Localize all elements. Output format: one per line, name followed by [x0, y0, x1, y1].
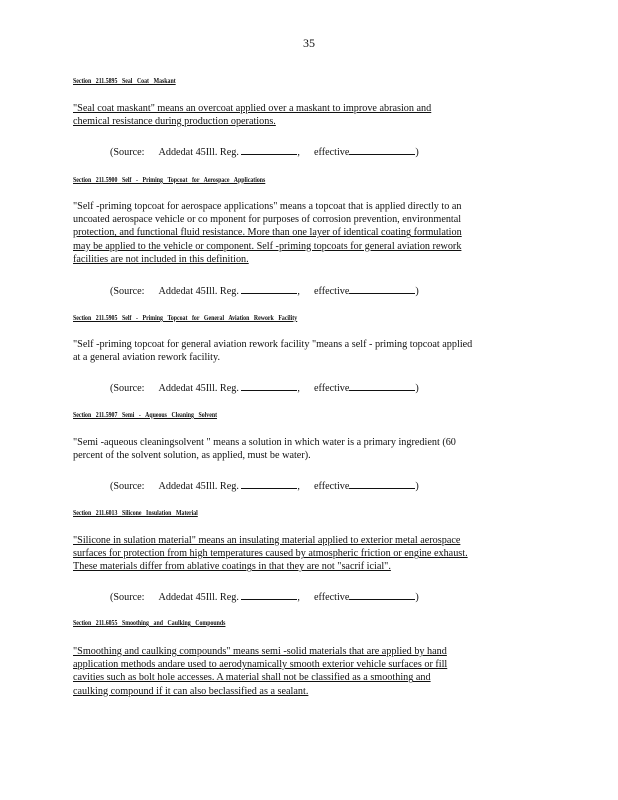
paragraph-line: uncoated aerospace vehicle or co mponent for purposes of corrosion prevention, environmental [73, 214, 462, 226]
section-heading: Section 211.5900 Self - Priming Topcoat for Aerospace Applications [73, 175, 266, 184]
source-line: (Source: Addedat 45Ill. Reg. , effective ) [110, 144, 419, 158]
section-paragraph [73, 436, 533, 462]
source-line: (Source: Addedat 45Ill. Reg. , effective ) [110, 380, 419, 394]
paragraph-line: percent of the solvent solution, as applied, must be water). [73, 450, 311, 462]
paragraph-line: may be applied to the vehicle or component. Self -priming topcoats for general aviation rework [73, 240, 462, 252]
page-number: 35 [303, 36, 315, 50]
paragraph-line: "Self -priming topcoat for general aviation rework facility "means a self - priming topcoat applied [73, 339, 473, 350]
paragraph-line: "Smoothing and caulking compounds" means semi -solid materials that are applied by hand [73, 646, 447, 657]
source-line: (Source: Addedat 45Ill. Reg. , effective ) [110, 589, 419, 603]
paragraph-line: "Semi -aqueous cleaningsolvent " means a solution in which water is a primary ingredient (60 [73, 437, 456, 448]
section-heading: Section 211.6013 Silicone Insulation Material [73, 508, 198, 517]
paragraph-line: protection, and functional fluid resistance. More than one layer of identical coating formulation [73, 227, 462, 239]
paragraph-line: "Silicone in sulation material" means an insulating material applied to exterior metal aerospace [73, 535, 461, 546]
paragraph-line: cavities such as bolt hole accesses. A material shall not be classified as a smoothing and [73, 672, 431, 684]
paragraph-line: "Self -priming topcoat for aerospace applications" means a topcoat that is applied directly to an [73, 201, 462, 212]
paragraph-line: facilities are not included in this definition. [73, 253, 249, 265]
source-line: (Source: Addedat 45Ill. Reg. , effective ) [110, 283, 419, 297]
section-heading: Section 211.5907 Semi - Aqueous Cleaning Solvent [73, 410, 218, 419]
paragraph-line: These materials differ from ablative coatings in that they are not "sacrif icial". [73, 561, 391, 573]
section-heading: Section 211.6055 Smoothing and Caulking Compounds [73, 618, 226, 627]
section-paragraph [73, 338, 533, 364]
section-paragraph [73, 200, 533, 266]
paragraph-line: "Seal coat maskant" means an overcoat applied over a maskant to improve abrasion and [73, 103, 432, 114]
source-line: (Source: Addedat 45Ill. Reg. , effective ) [110, 478, 419, 492]
paragraph-line: caulking compound if it can also beclassified as a sealant. [73, 685, 309, 697]
section-paragraph [73, 534, 533, 574]
paragraph-line: chemical resistance during production operations. [73, 116, 276, 128]
section-paragraph [73, 645, 533, 698]
paragraph-line: application methods andare used to aerodynamically smooth exterior vehicle surfaces or fill [73, 659, 448, 671]
paragraph-line: at a general aviation rework facility. [73, 352, 220, 364]
paragraph-line: surfaces for protection from high temperatures caused by atmospheric friction or engine exhaust. [73, 548, 468, 560]
section-paragraph [73, 102, 533, 128]
section-heading: Section 211.5905 Self - Priming Topcoat for General Aviation Rework Facility [73, 313, 298, 322]
section-heading: Section 211.5895 Seal Coat Maskant [73, 76, 176, 85]
